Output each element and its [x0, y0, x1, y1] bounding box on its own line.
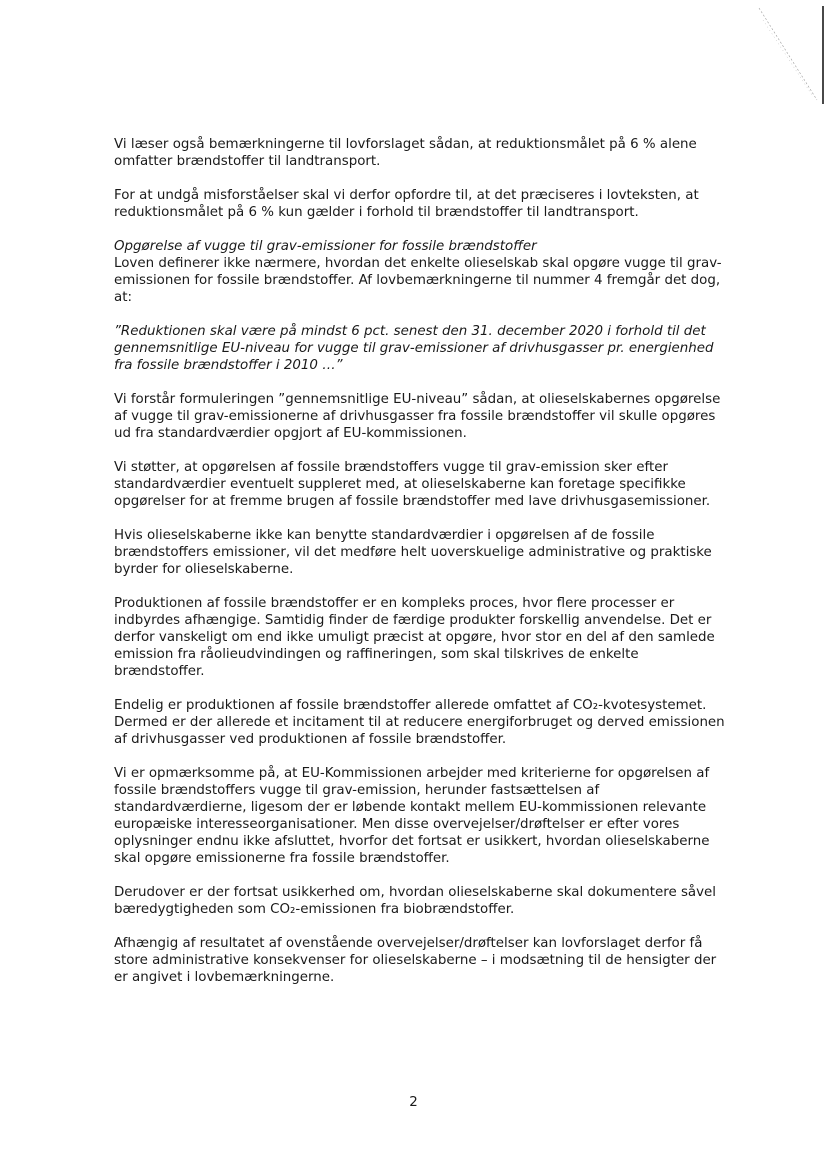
paragraph: Endelig er produktionen af fossile brændstoffer allerede omfattet af CO₂-kvotesystemet. Dermed er der allerede et incitament til at reducere energiforbruget og derved emissionen af drivhusgasser ved produktionen af fossile brændstoffer.	[114, 698, 725, 747]
paragraph: Afhængig af resultatet af ovenstående overvejelser/drøftelser kan lovforslaget derfor få store administrative konsekvenser for olieselskaberne – i modsætning til de hensigter der er angivet i lovbemærkningerne.	[114, 936, 717, 985]
paragraph: Loven definerer ikke nærmere, hvordan det enkelte olieselskab skal opgøre vugge til grav- emissionen for fossile brændstoffer. Af lovbemærkningerne til nummer 4 fremgår det dog, at:	[114, 256, 722, 305]
page-number: 2	[409, 1095, 418, 1110]
paragraph: For at undgå misforståelser skal vi derfor opfordre til, at det præciseres i lovteksten, at reduktionsmålet på 6 % kun gælder i forhold til brændstoffer til landtransport.	[114, 188, 699, 220]
paragraph: Hvis olieselskaberne ikke kan benytte standardværdier i opgørelsen af de fossile brændstoffers emissioner, vil det medføre helt uoverskuelige administrative og praktiske byrder for olieselskaberne.	[114, 528, 712, 577]
document-body	[114, 136, 764, 1003]
quote-paragraph: ”Reduktionen skal være på mindst 6 pct. senest den 31. december 2020 i forhold til det gennemsnitlige EU-niveau for vugge til grav-emissioner af drivhusgasser pr. energienhed fra fossile brændstoffer i 2010 …”	[114, 324, 714, 373]
paragraph: Vi er opmærksomme på, at EU-Kommissionen arbejder med kriterierne for opgørelsen af fossile brændstoffers vugge til grav-emission, herunder fastsættelsen af standardværdierne, ligesom der er løbende kontakt mellem EU-kommissionen relevante europæiske interesseorganisationer. Men disse overvejelser/drøftelser er efter vores oplysninger endnu ikke afsluttet, hvorfor det fortsat er usikkert, hvordan olieselskaberne skal opgøre emissionerne fra fossile brændstoffer.	[114, 766, 710, 866]
paragraph: Vi læser også bemærkningerne til lovforslaget sådan, at reduktionsmålet på 6 % alene omfatter brændstoffer til landtransport.	[114, 137, 697, 169]
section-heading: Opgørelse af vugge til grav-emissioner for fossile brændstoffer	[114, 239, 537, 254]
paragraph: Vi forstår formuleringen ”gennemsnitlige EU-niveau” sådan, at olieselskabernes opgørelse af vugge til grav-emissionerne af drivhusgasser fra fossile brændstoffer vil skulle opgøres ud fra standardværdier opgjort af EU-kommissionen.	[114, 392, 721, 441]
scan-artifact-mark	[757, 0, 827, 110]
paragraph: Derudover er der fortsat usikkerhed om, hvordan olieselskaberne skal dokumentere såvel bæredygtigheden som CO₂-emissionen fra biobrændstoffer.	[114, 885, 717, 917]
paragraph: Produktionen af fossile brændstoffer er en kompleks proces, hvor flere processer er indbyrdes afhængige. Samtidig finder de færdige produkter forskellig anvendelse. Det er derfor vanskeligt om end ikke umuligt præcist at opgøre, hvor stor en del af den samlede emission fra råolieudvindingen og raffineringen, som skal tilskrives de enkelte brændstoffer.	[114, 596, 715, 679]
paragraph: Vi støtter, at opgørelsen af fossile brændstoffers vugge til grav-emission sker efter standardværdier eventuelt suppleret med, at olieselskaberne kan foretage specifikke opgørelser for at fremme brugen af fossile brændstoffer med lave drivhusgasemissioner.	[114, 460, 711, 509]
